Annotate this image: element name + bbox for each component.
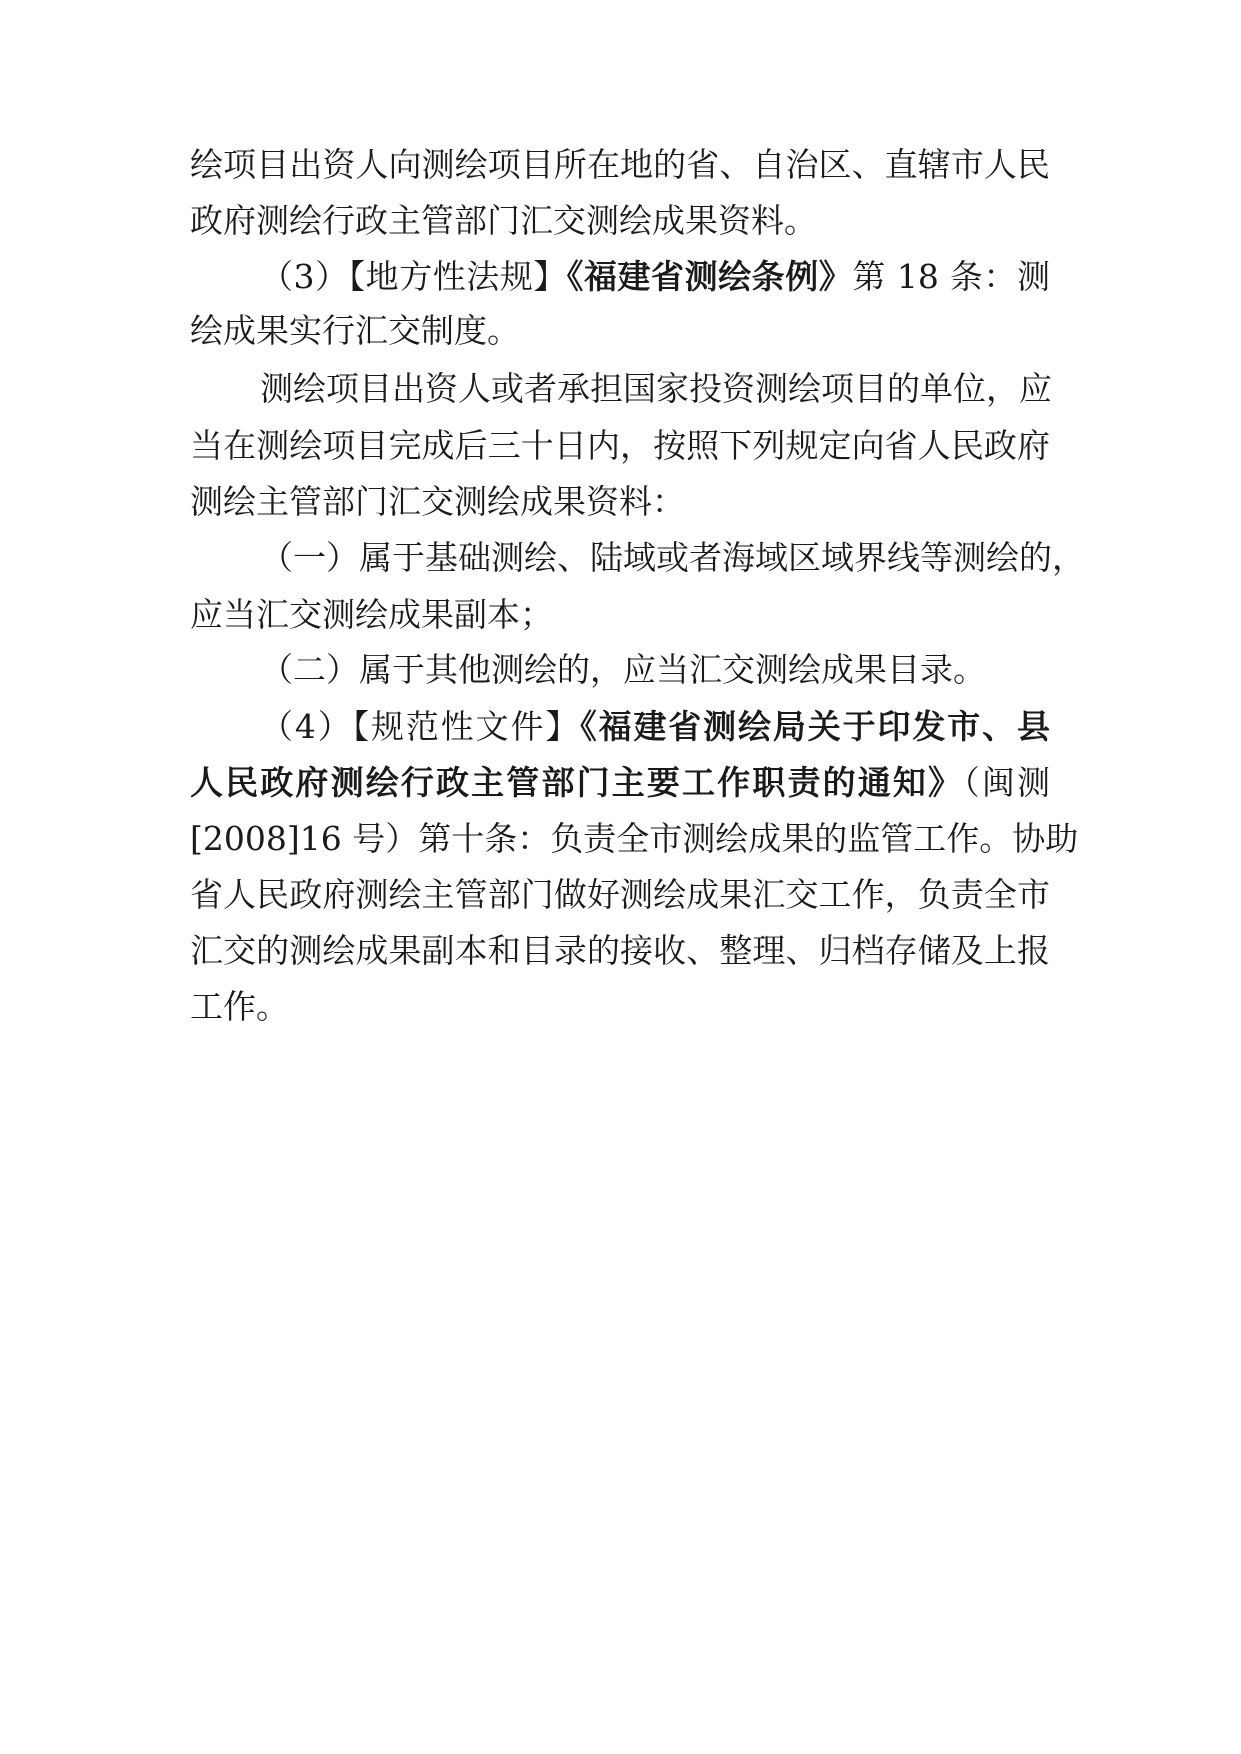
document-title: 《福建省测绘局关于印发市、县 bbox=[580, 707, 1051, 746]
clause-text: 第 18 条：测 bbox=[852, 257, 1050, 296]
text-line: 汇交的测绘成果副本和目录的接收、整理、归档存储及上报 bbox=[190, 931, 1050, 970]
text-line bbox=[190, 753, 1050, 813]
text-line: 绘项目出资人向测绘项目所在地的省、自治区、直辖市人民 bbox=[190, 145, 1050, 184]
list-item-1: （一）属于基础测绘、陆域或者海域区域界线等测绘的， bbox=[260, 538, 1085, 577]
document-title: 人民政府测绘行政主管部门主要工作职责的通知》 bbox=[190, 763, 964, 802]
text-line: 绘成果实行汇交制度。 bbox=[190, 311, 520, 350]
text-line: 应当汇交测绘成果副本； bbox=[190, 595, 553, 634]
text-line: [2008]16 号）第十条：负责全市测绘成果的监管工作。协助 bbox=[190, 819, 1079, 858]
clause-number: （4） bbox=[260, 707, 353, 746]
clause-4-heading bbox=[260, 697, 1050, 757]
law-title: 《福建省测绘条例》 bbox=[566, 257, 853, 296]
text-line: 政府测绘行政主管部门汇交测绘成果资料。 bbox=[190, 201, 817, 240]
text-line: 当在测绘项目完成后三十日内，按照下列规定向省人民政府 bbox=[190, 426, 1050, 465]
source-type-tag: 【规范性文件】 bbox=[352, 707, 581, 746]
text-line: 测绘项目出资人或者承担国家投资测绘项目的单位，应 bbox=[260, 369, 1052, 408]
document-number: （闽测 bbox=[963, 763, 1051, 802]
text-line: 工作。 bbox=[190, 987, 289, 1026]
source-type-tag: 【地方性法规】 bbox=[348, 257, 567, 296]
text-line: 省人民政府测绘主管部门做好测绘成果汇交工作，负责全市 bbox=[190, 875, 1050, 914]
clause-3-heading bbox=[260, 247, 1050, 307]
list-item-2: （二）属于其他测绘的，应当汇交测绘成果目录。 bbox=[260, 650, 986, 689]
text-line: 测绘主管部门汇交测绘成果资料： bbox=[190, 482, 685, 521]
clause-number: （3） bbox=[260, 257, 349, 296]
